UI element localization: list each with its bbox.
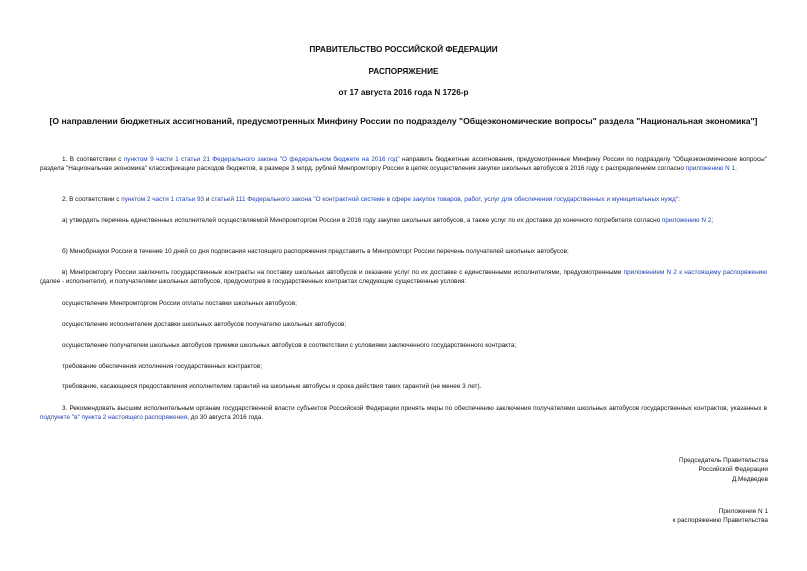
annex-2-link[interactable]: приложению N 2 [661, 217, 712, 224]
paragraph-1-text-c: . [735, 165, 737, 173]
paragraph-2a-text-b: ; [711, 217, 714, 224]
document-title: [О направлении бюджетных ассигнований, предусмотренных Минфину России по подразделу "Общеэкономические вопросы" раздела "Национальная экономика"] [49, 116, 758, 126]
paragraph-1 [40, 155, 767, 174]
condition-1: осуществление Минпромторгом России оплаты поставки школьных автобусов; [62, 300, 297, 307]
condition-3: осуществление получателем школьных автобусов приемки школьных автобусов в соответствии с условиями заключенного государственного контракта; [62, 342, 517, 349]
paragraph-2 [40, 195, 767, 204]
paragraph-2c [40, 268, 767, 287]
annex-reference: к распоряжению Правительства [672, 517, 768, 525]
paragraph-2-text-a: 2. В соответствии с [62, 196, 122, 203]
paragraph-2c-text-b: (далее - исполнители), и получателями школьных автобусов, предусмотрев в государственных контрактах следующие существенные условия: [40, 278, 467, 286]
condition-4: требование обеспечения исполнения государственных контрактов; [62, 363, 262, 370]
paragraph-2c-text-a: в) Минпромторгу России заключить государственные контракты на поставку школьных автобусов и оказание услуг по их доставке с единственными исполнителями, предусмотренными [62, 269, 624, 276]
annex-1-link[interactable]: приложению N 1 [685, 165, 736, 173]
annex-number: Приложение N 1 [718, 508, 768, 515]
paragraph-3-text-b: , до 30 августа 2016 года. [187, 414, 264, 422]
annex-2-order-link[interactable]: приложением N 2 к настоящему распоряжению [623, 269, 767, 276]
condition-5: требование, касающееся предоставления исполнителем гарантий на школьные автобусы и срока действия таких гарантий (не менее 3 лет). [62, 383, 482, 390]
signature-country: Российской Федерации [698, 466, 768, 474]
budget-law-link[interactable]: пунктом 9 части 1 статьи 21 Федерального закона "О федеральном бюджете на 2016 год" [123, 156, 400, 163]
paragraph-2a [40, 216, 767, 225]
subparagraph-v-link[interactable]: подпункте "в" пункта 2 настоящего распоряжения [40, 414, 188, 422]
signature-name: Д.Медведев [731, 475, 768, 483]
paragraph-3-text-a: 3. Рекомендовать высшим исполнительным органам государственной власти субъектов Российской Федерации принять меры по обеспечению заключения получателями школьных автобусов государственных контрактов, указанных в [62, 405, 767, 412]
signature-block [679, 456, 768, 484]
condition-2: осуществление исполнителем доставки школьных автобусов получателю школьных автобусов; [62, 321, 347, 328]
document-type: РАСПОРЯЖЕНИЕ [368, 67, 439, 76]
paragraph-2-text-b: и [204, 196, 212, 203]
paragraph-2-text-c: : [678, 196, 680, 203]
article-93-link[interactable]: пунктом 2 части 1 статьи 93 [121, 196, 205, 203]
paragraph-1-text-a: 1. В соответствии с [62, 156, 124, 163]
annex-heading [673, 507, 768, 526]
article-111-link[interactable]: статьей 111 Федерального закона "О контрактной системе в сфере закупок товаров, работ, услуг для обеспечения государственных и муниципальных нужд" [211, 196, 679, 203]
paragraph-2b: б) Минобрнауки России в течение 10 дней со дня подписания настоящего распоряжения представить в Минпромторг России перечень получателей школьных автобусов; [62, 248, 569, 255]
signature-position: Председатель Правительства [679, 457, 768, 464]
paragraph-1-text-b: направить бюджетные ассигнования, предусмотренные Минфину России по подразделу "Общеэкономические вопросы" раздела "Национальная экономика" классификации расходов бюджетов, в размере 3 млрд. рублей Минпромторгу России в целях осуществления закупки школьных автобусов в 2016 году с распределением согласно [40, 156, 768, 173]
government-heading: ПРАВИТЕЛЬСТВО РОССИЙСКОЙ ФЕДЕРАЦИИ [309, 45, 498, 54]
date-number: от 17 августа 2016 года N 1726-р [338, 88, 469, 97]
paragraph-3 [40, 404, 767, 423]
paragraph-2a-text-a: а) утвердить перечень единственных исполнителей осуществляемой Минпромторгом России в 2016 году закупки школьных автобусов, а также услуг по их доставке до конечного потребителя согласно [62, 217, 662, 224]
